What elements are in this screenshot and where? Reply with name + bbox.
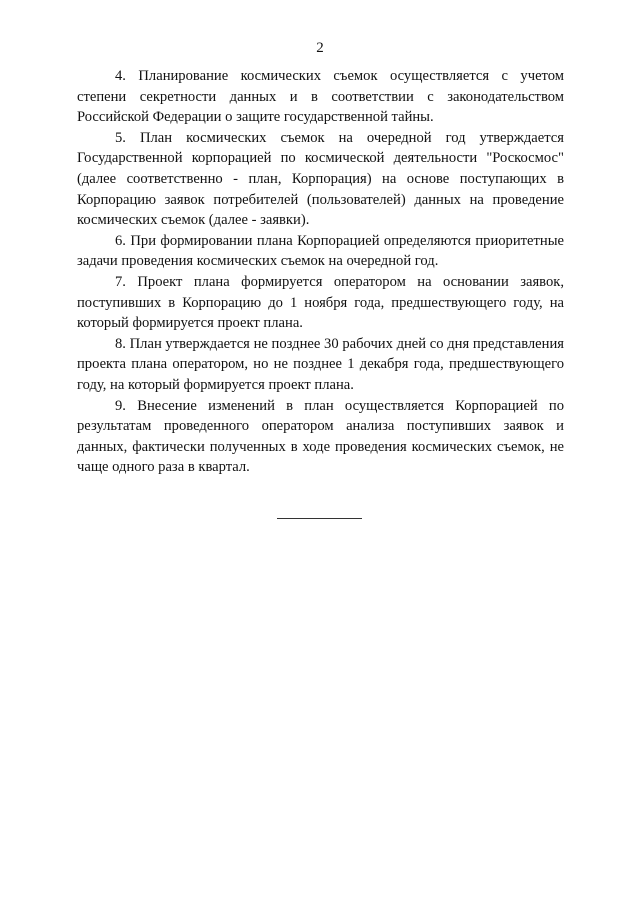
paragraph-9 xyxy=(77,396,564,478)
paragraph-number: 9. xyxy=(115,397,126,414)
paragraph-number: 4. xyxy=(115,68,126,84)
paragraph-text: Планирование космических съемок осуществляется с учетом степени секретности данных и в соответствии с законодательством Российской Федерации о защите государственной тайны. xyxy=(77,68,564,126)
paragraph-4 xyxy=(77,66,564,128)
page-number: 2 xyxy=(316,40,324,56)
paragraph-number: 6. xyxy=(115,232,126,249)
document-body xyxy=(77,66,564,478)
paragraph-text: Внесение изменений в план осуществляется Корпорацией по результатам проведенного оператором анализа поступивших заявок и данных, фактически полученных в ходе проведения космических съемок, не чаще одного раза в квартал. xyxy=(77,397,564,476)
paragraph-6 xyxy=(77,231,564,272)
paragraph-text: При формировании плана Корпорацией определяются приоритетные задачи проведения космических съемок на очередной год. xyxy=(77,232,564,270)
paragraph-8 xyxy=(77,334,564,396)
paragraph-text: План утверждается не позднее 30 рабочих дней со дня представления проекта плана оператором, но не позднее 1 декабря года, предшествующего году, на который формируется проект плана. xyxy=(77,335,564,393)
paragraph-number: 7. xyxy=(115,273,126,290)
paragraph-number: 5. xyxy=(115,129,126,146)
paragraph-7 xyxy=(77,272,564,334)
paragraph-text: План космических съемок на очередной год утверждается Государственной корпорацией по космической деятельности "Роскосмос" (далее соответственно - план, Корпорация) на основе поступающих в Корпорацию заявок потребителей (пользователей) данных на проведение космических съемок (далее - заявки). xyxy=(77,129,564,229)
paragraph-text: Проект плана формируется оператором на основании заявок, поступивших в Корпорацию до 1 ноября года, предшествующего году, на который формируется проект плана. xyxy=(77,273,564,332)
paragraph-number: 8. xyxy=(115,335,126,352)
end-of-document-rule xyxy=(277,518,362,519)
paragraph-5 xyxy=(77,128,564,231)
